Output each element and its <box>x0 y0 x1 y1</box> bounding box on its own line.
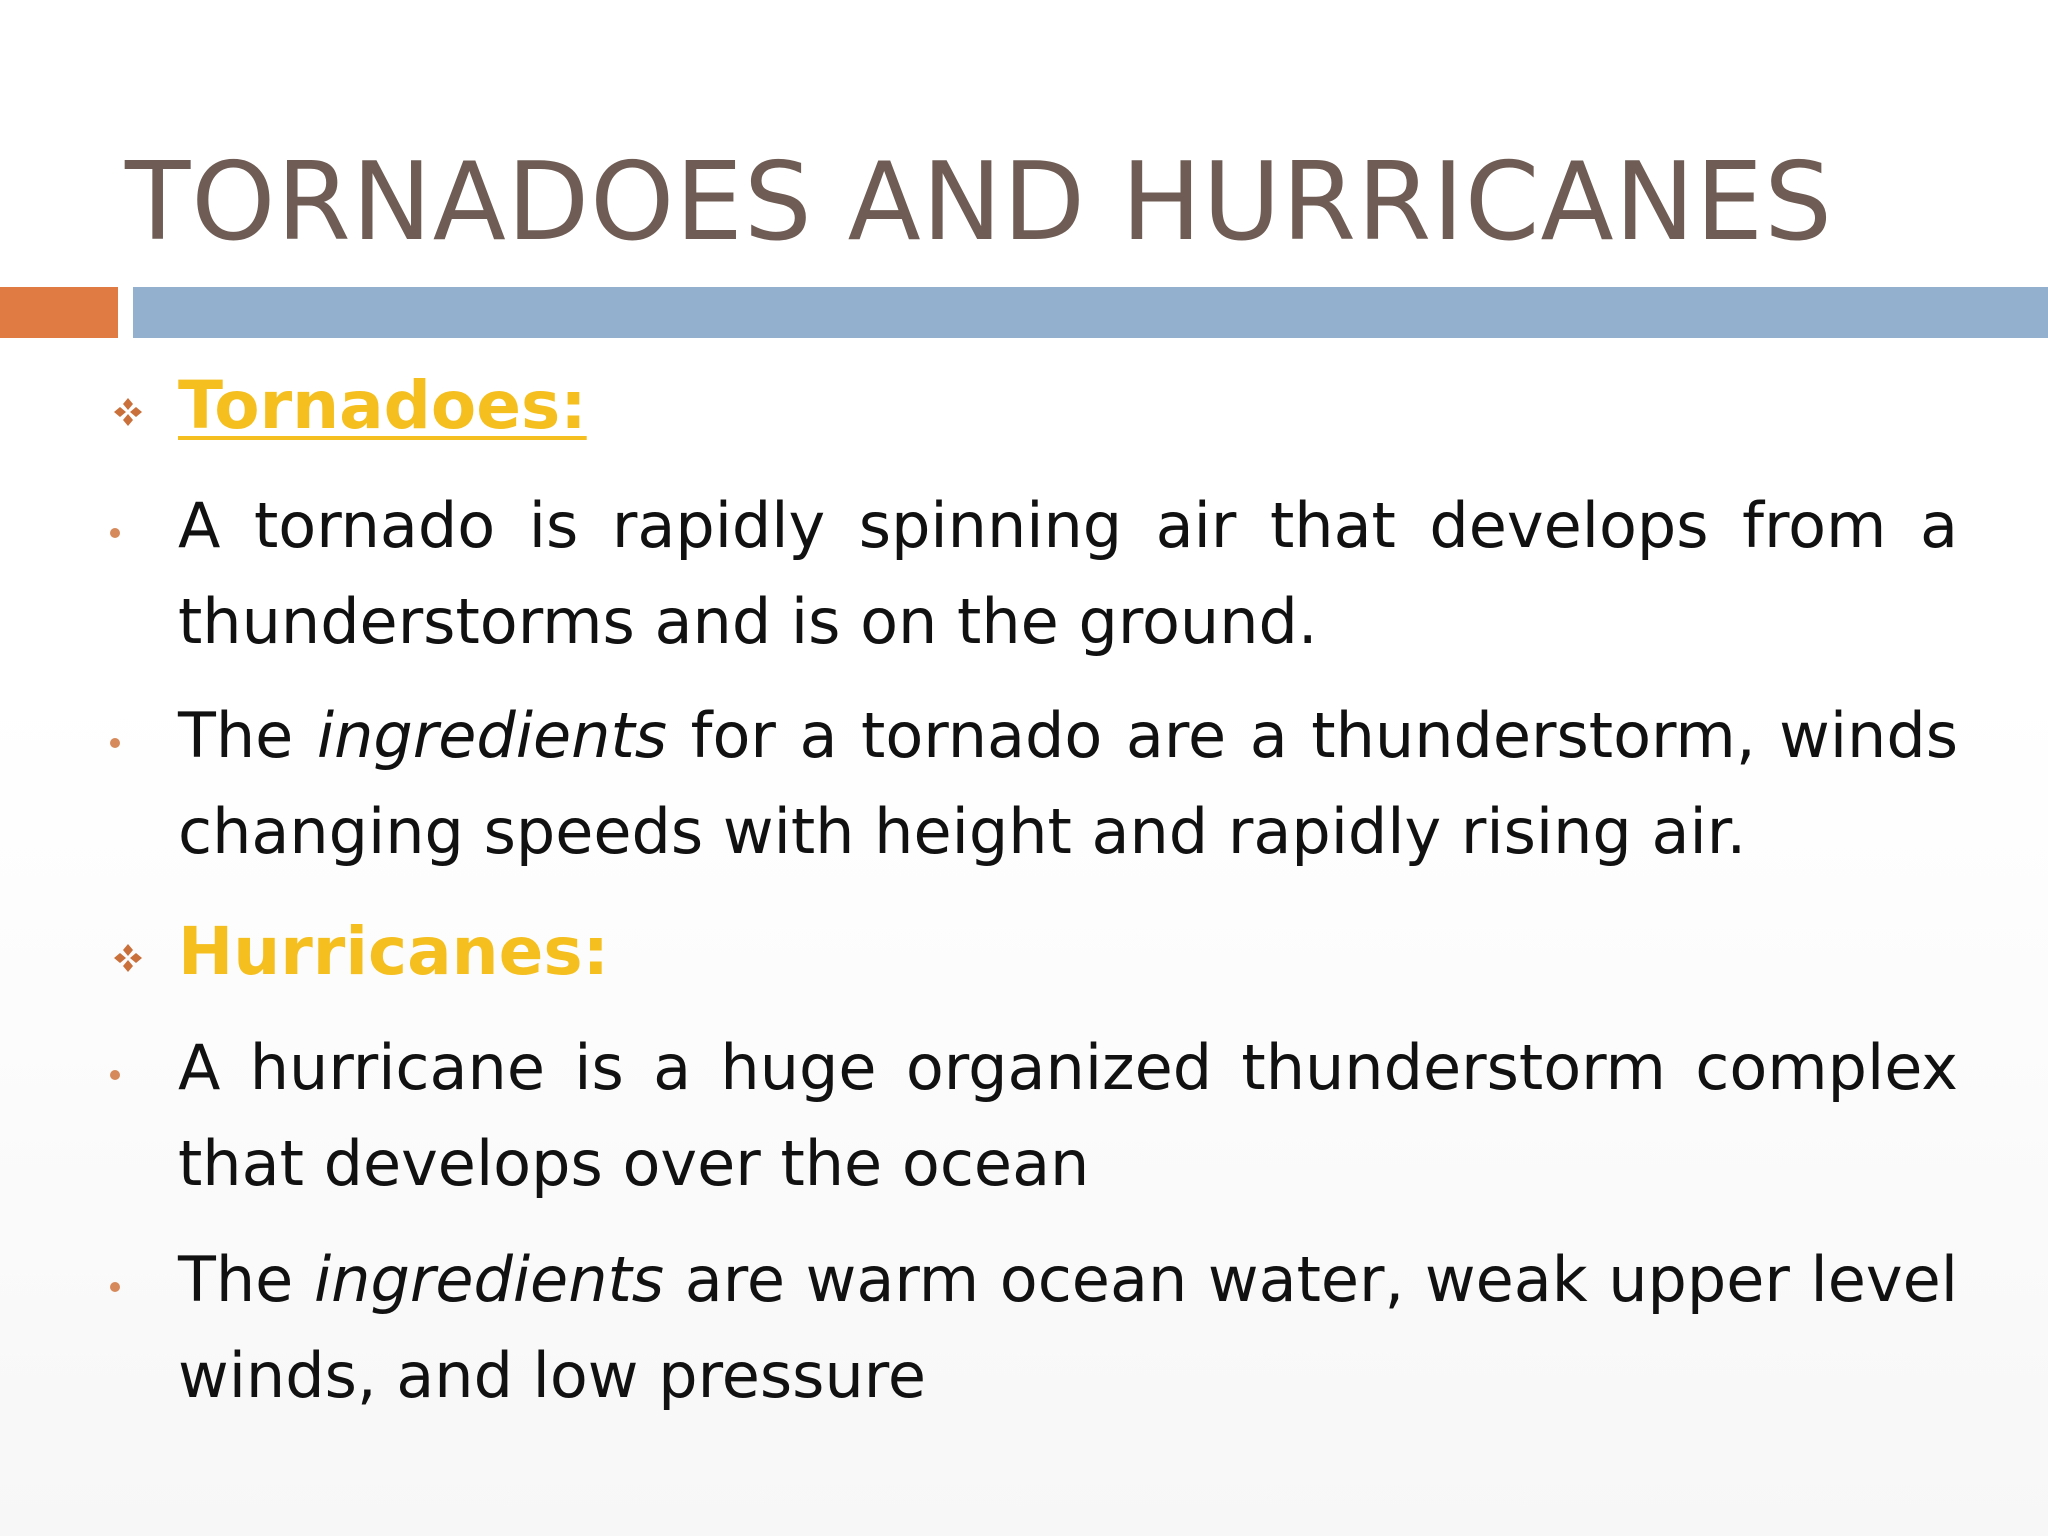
bullet-text <box>178 1232 1958 1424</box>
bullet-dot <box>110 1070 120 1080</box>
bullet-text-segment: are warm ocean water, weak upper level winds, and low pressure <box>178 1243 1958 1412</box>
bullet-text-segment: The <box>178 699 317 772</box>
section-heading-tornadoes: Tornadoes: <box>178 367 587 444</box>
slide-title: TORNADOES AND HURRICANES <box>125 140 1833 265</box>
bullet-text-italic: ingredients <box>316 699 668 772</box>
bullet-dot <box>110 528 120 538</box>
bullet-text <box>178 478 1958 670</box>
bullet-text-segment: A hurricane is a huge organized thunderstorm complex that develops over the ocean <box>178 1031 1958 1200</box>
bullet-dot <box>110 1282 120 1292</box>
section-heading-hurricanes: Hurricanes: <box>178 913 610 990</box>
bullet-text-segment: A tornado is rapidly spinning air that develops from a thunderstorms and is on the ground. <box>178 489 1958 658</box>
bullet-text <box>178 688 1958 880</box>
bullet-text <box>178 1020 1958 1212</box>
bullet-dot <box>110 738 120 748</box>
bullet-text-segment: for a tornado are a thunderstorm, winds changing speeds with height and rapidly rising air. <box>178 699 1958 868</box>
diamond-bullet-icon <box>108 392 148 432</box>
bullet-text-segment: The <box>178 1243 314 1316</box>
bullet-text-italic: ingredients <box>313 1243 665 1316</box>
diamond-bullet-icon <box>108 938 148 978</box>
